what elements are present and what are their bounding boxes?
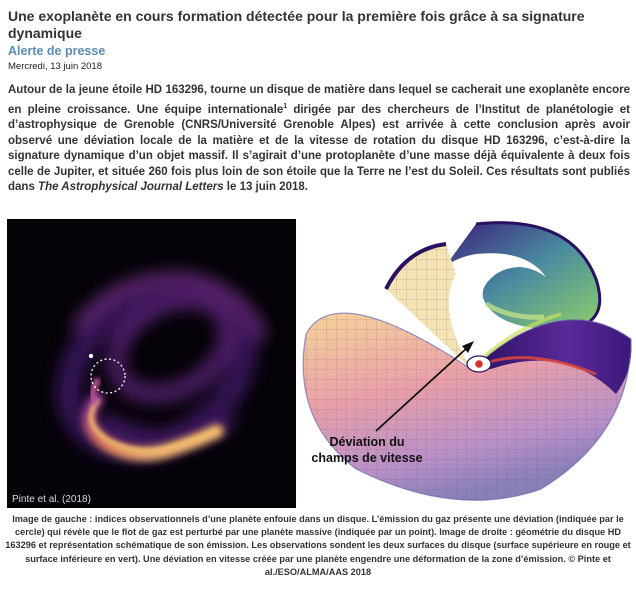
observation-image — [7, 219, 296, 508]
lead-text-3: le 13 juin 2018. — [223, 181, 308, 194]
lead-text-1: Autour de la jeune étoile HD 163296, tourne un disque de matière dans lequel se cacherait une exoplanète encore en pleine croissance. Une équipe internationale — [8, 84, 630, 116]
article-title: Une exoplanète en cours formation détectée pour la première fois grâce à sa signature dynamique — [8, 8, 585, 41]
lead-text-2: dirigée par des chercheurs de l’Institut de planétologie et d’astrophysique de Grenoble (CNRS/Université Grenoble Alpes) est arrivée à cette conclusion après avoir observé une déviation locale de la matière et de la vitesse de rotation du disque HD 163296, c’est-à-dire la signature dynamique d’un objet massif. Il s’agirait d’une protoplanète d’une masse déjà équivalente à deux fois celle de Jupiter, et située 260 fois plus loin de son étoile que la Terre ne l’est du Soleil. Ces résultats sont publiés dans — [8, 103, 630, 194]
journal-name: The Astrophysical Journal Letters — [38, 181, 224, 194]
image-credit: Pinte et al. (2018) — [12, 494, 91, 505]
press-alert-category[interactable]: Alerte de presse — [8, 44, 106, 58]
central-star — [467, 356, 491, 372]
planet-dot — [89, 354, 93, 358]
publication-date: Mercredi, 13 juin 2018 — [8, 61, 102, 72]
figure-caption: Image de gauche : indices observationnels d’une planète enfouie dans un disque. L’émission du gaz présente une déviation (indiquée par le cercle) qui révèle que le flot de gaz est perturbé par une planète massive (indiquée par un point). Image de droite : géométrie du disque HD 163296 et représentation schématique de son émission. Les observations sondent les deux surfaces du disque (surface supérieure en rouge et surface inférieure en vert). Une déviation en vitesse créée par une planète engendre une déformation de la zone d’émission. © Pinte et al./ESO/ALMA/AAS 2018 — [5, 514, 631, 577]
article-lead — [8, 83, 630, 196]
footnote-marker[interactable]: 1 — [283, 102, 288, 110]
velocity-deviation-label-line1: Déviation du — [329, 435, 405, 449]
lower-surface-lobe — [436, 223, 600, 330]
upper-surface-disk — [303, 313, 631, 500]
velocity-deviation-label — [302, 434, 432, 466]
velocity-deviation-label-line2: champs de vitesse — [311, 451, 423, 465]
disk-geometry-diagram — [296, 219, 636, 512]
